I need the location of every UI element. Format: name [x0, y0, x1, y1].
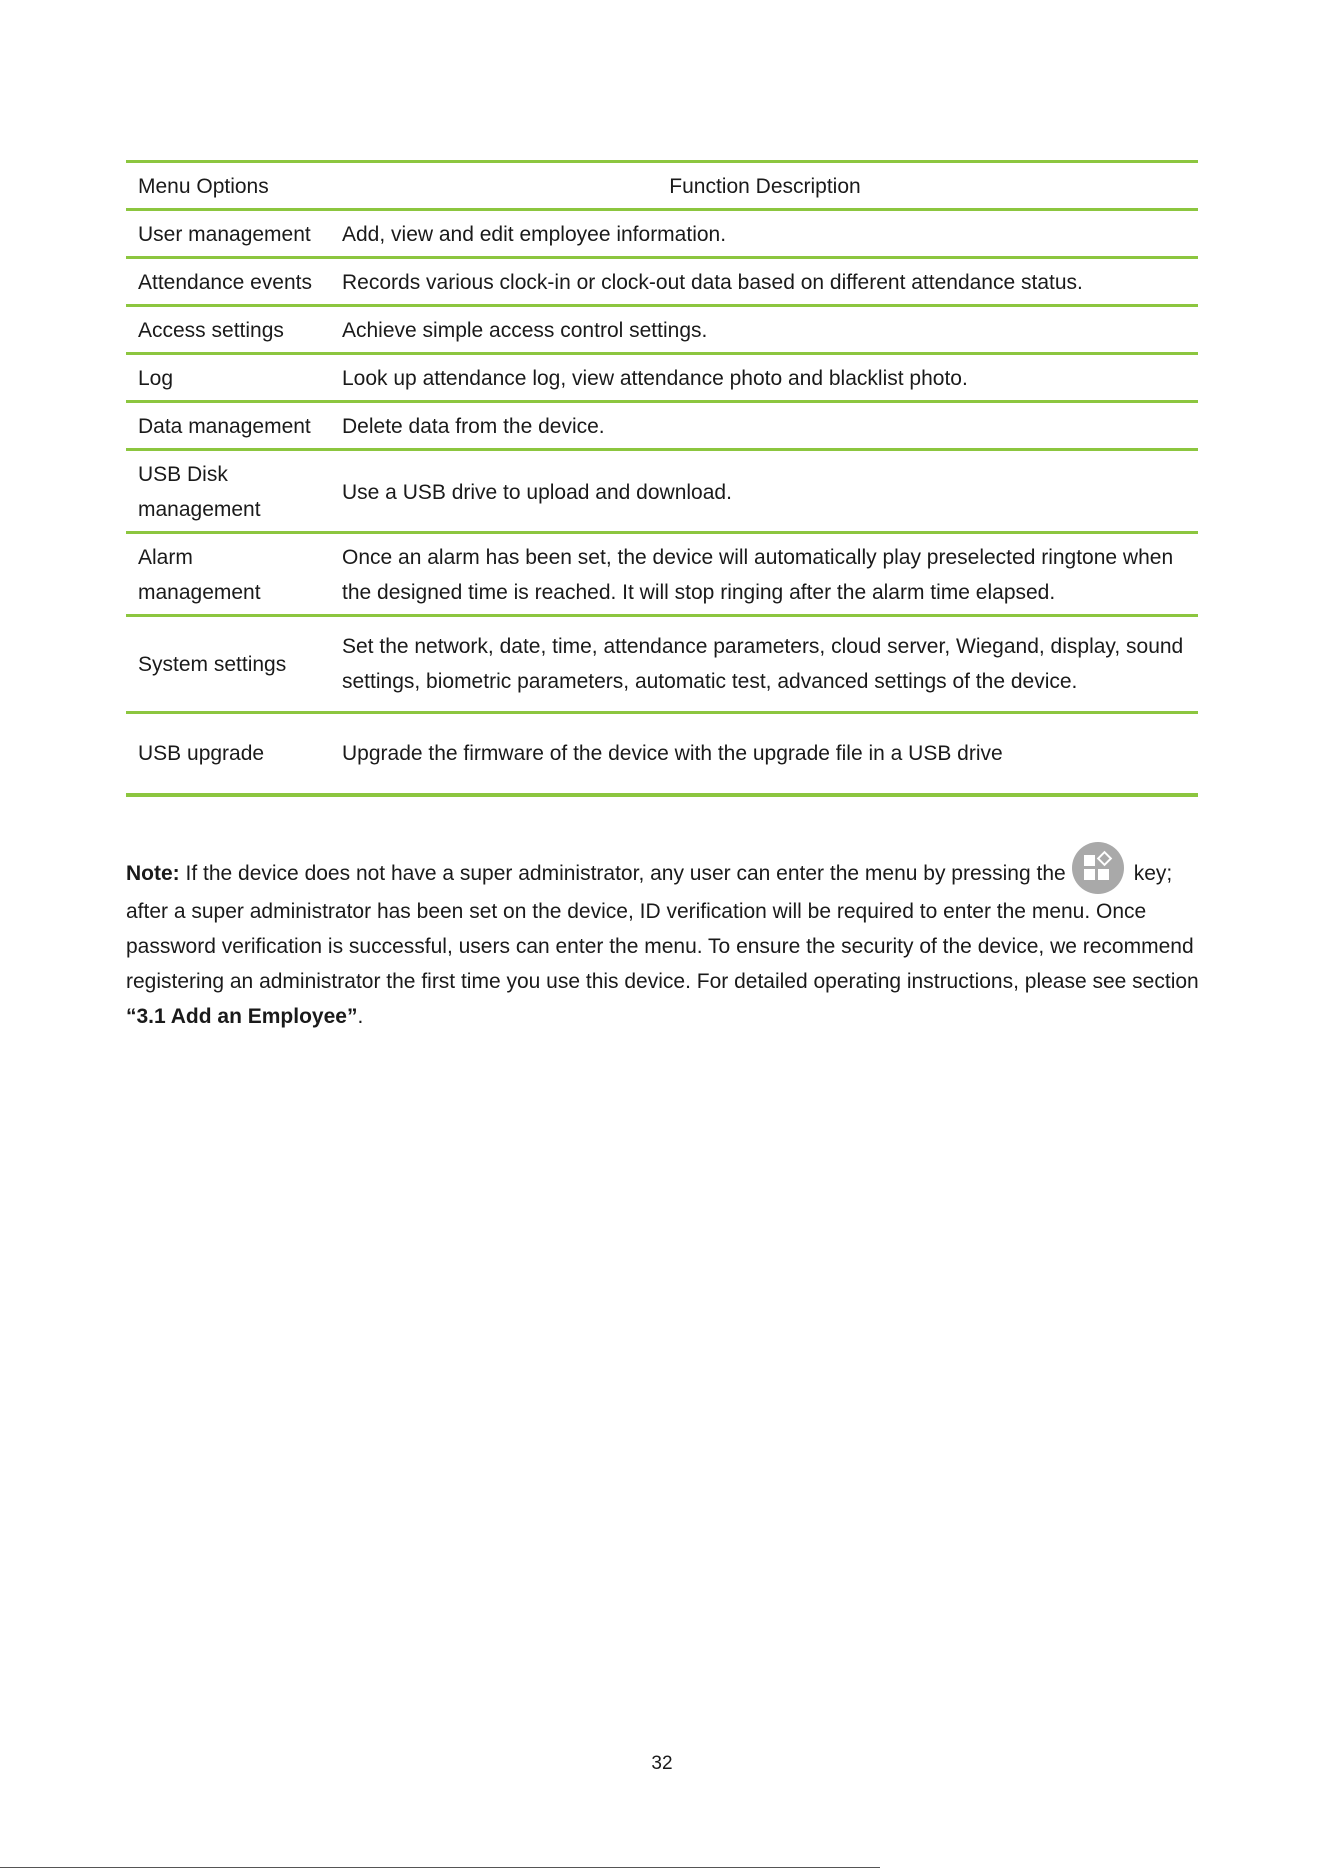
page-number: 32 — [651, 1753, 673, 1774]
table-row — [126, 258, 1198, 306]
note-text-after-icon: key; after a super administrator has been set on the device, ID verification will be required to enter the menu. Once password verification is successful, users can enter the menu. To ensure the security of the device, we recommend registering an administrator the first time you use this device. For detailed operating instructions, please see section — [126, 862, 1199, 993]
menu-option-cell: Attendance events — [126, 258, 330, 306]
note-paragraph — [126, 842, 1206, 1034]
table-row — [126, 616, 1198, 713]
table-row — [126, 210, 1198, 258]
menu-option-cell: USB upgrade — [126, 713, 330, 796]
table-row — [126, 713, 1198, 796]
footer-divider — [0, 1867, 880, 1868]
table-header-row — [126, 162, 1198, 210]
note-text-before-icon: If the device does not have a super administrator, any user can enter the menu by pressing the — [179, 862, 1066, 885]
function-description-cell: Achieve simple access control settings. — [330, 306, 1198, 354]
note-end: . — [357, 1005, 364, 1028]
menu-option-cell: Log — [126, 354, 330, 402]
table-row — [126, 402, 1198, 450]
function-description-cell: Delete data from the device. — [330, 402, 1198, 450]
menu-option-cell: Access settings — [126, 306, 330, 354]
table-row — [126, 450, 1198, 533]
function-description-cell: Set the network, date, time, attendance parameters, cloud server, Wiegand, display, sound settings, biometric parameters, automatic test, advanced settings of the device. — [330, 616, 1198, 713]
table-row — [126, 306, 1198, 354]
function-description-cell: Add, view and edit employee information. — [330, 210, 1198, 258]
note-label: Note: — [126, 862, 180, 885]
section-reference: “3.1 Add an Employee” — [126, 1005, 358, 1028]
header-menu-options: Menu Options — [126, 162, 330, 210]
function-description-cell: Upgrade the firmware of the device with the upgrade file in a USB drive — [330, 713, 1198, 796]
function-description-cell: Use a USB drive to upload and download. — [330, 450, 1198, 533]
menu-option-cell: Alarm management — [126, 533, 330, 616]
menu-option-cell: Data management — [126, 402, 330, 450]
table-row — [126, 533, 1198, 616]
function-description-cell: Records various clock-in or clock-out data based on different attendance status. — [330, 258, 1198, 306]
menu-option-cell: USB Disk management — [126, 450, 330, 533]
menu-options-table — [126, 160, 1198, 797]
menu-key-icon — [1072, 842, 1124, 894]
menu-option-cell: User management — [126, 210, 330, 258]
header-function-description: Function Description — [330, 162, 1198, 210]
function-description-cell: Once an alarm has been set, the device will automatically play preselected ringtone when the designed time is reached. It will stop ringing after the alarm time elapsed. — [330, 533, 1198, 616]
table-row — [126, 354, 1198, 402]
menu-option-cell: System settings — [126, 616, 330, 713]
function-description-cell: Look up attendance log, view attendance photo and blacklist photo. — [330, 354, 1198, 402]
